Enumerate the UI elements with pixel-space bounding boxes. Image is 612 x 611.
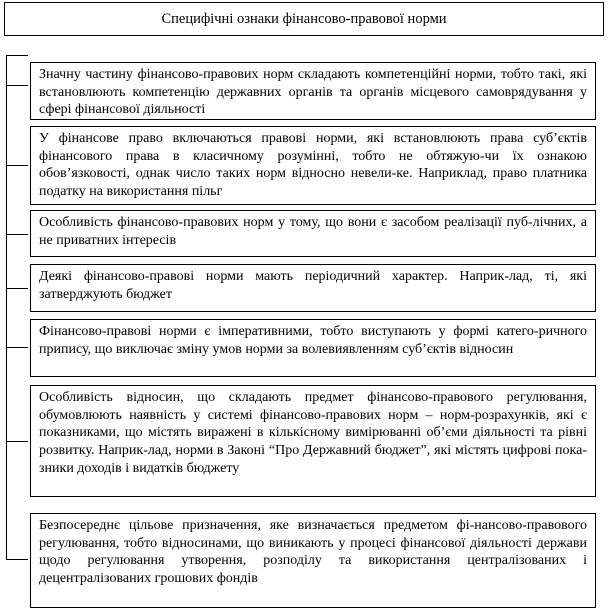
feature-box-1: Значну частину фінансово-правових норм складають компетенційні норми, тобто такі, які встановлюють компетенцію державних органів та органів місцевого самоврядування у сфері фінансової діяльності [30, 62, 596, 120]
connector-item-6 [6, 441, 28, 442]
feature-box-6: Особливість відносин, що складають предмет фінансово-правового регулювання, обумовлюють наявність у системі фінансово-правових норм – норм-розрахунків, які є показниками, що містять виражені в кількісному вимірюванні об’єми діяльності та рівні розвитку. Наприк-лад, норми в Законі “Про Державний бюджет”, які містять цифрові пока-зники доходів і видатків бюджету [30, 385, 596, 497]
connector-item-1 [6, 85, 28, 86]
diagram-title: Специфічні ознаки фінансово-правової норми [4, 2, 604, 36]
connector-top-line [6, 55, 28, 56]
feature-box-7: Безпосереднє цільове призначення, яке визначається предметом фі-нансово-правового регулювання, тобто відносинами, що виникають у процесі фінансової діяльності держави щодо регулювання утворення, розподілу та використання централізованих і децентралізованих грошових фондів [30, 513, 596, 608]
connector-item-2 [6, 165, 28, 166]
feature-box-5: Фінансово-правові норми є імперативними, тобто виступають у формі катего-ричного припису, що виключає зміну умов норми за волевиявленням суб’єктів відносин [30, 319, 596, 377]
feature-box-2: У фінансове право включаються правові норми, які встановлюють права суб’єктів фінансового права в класичному розумінні, тобто не обтяжую-чи їх ознакою обов’язковості, однак число таких норм відносно невели-ке. Наприклад, право платника податку на використання пільг [30, 126, 596, 205]
connector-item-4 [6, 288, 28, 289]
connector-item-3 [6, 234, 28, 235]
feature-box-4: Деякі фінансово-правові норми мають періодичний характер. Наприк-лад, ті, які затверджують бюджет [30, 264, 596, 312]
feature-box-3: Особливість фінансово-правових норм у тому, що вони є засобом реалізації пуб-лічних, а не приватних інтересів [30, 210, 596, 257]
connector-item-5 [6, 347, 28, 348]
connector-item-7 [6, 559, 28, 560]
connector-vertical-line [6, 55, 7, 559]
